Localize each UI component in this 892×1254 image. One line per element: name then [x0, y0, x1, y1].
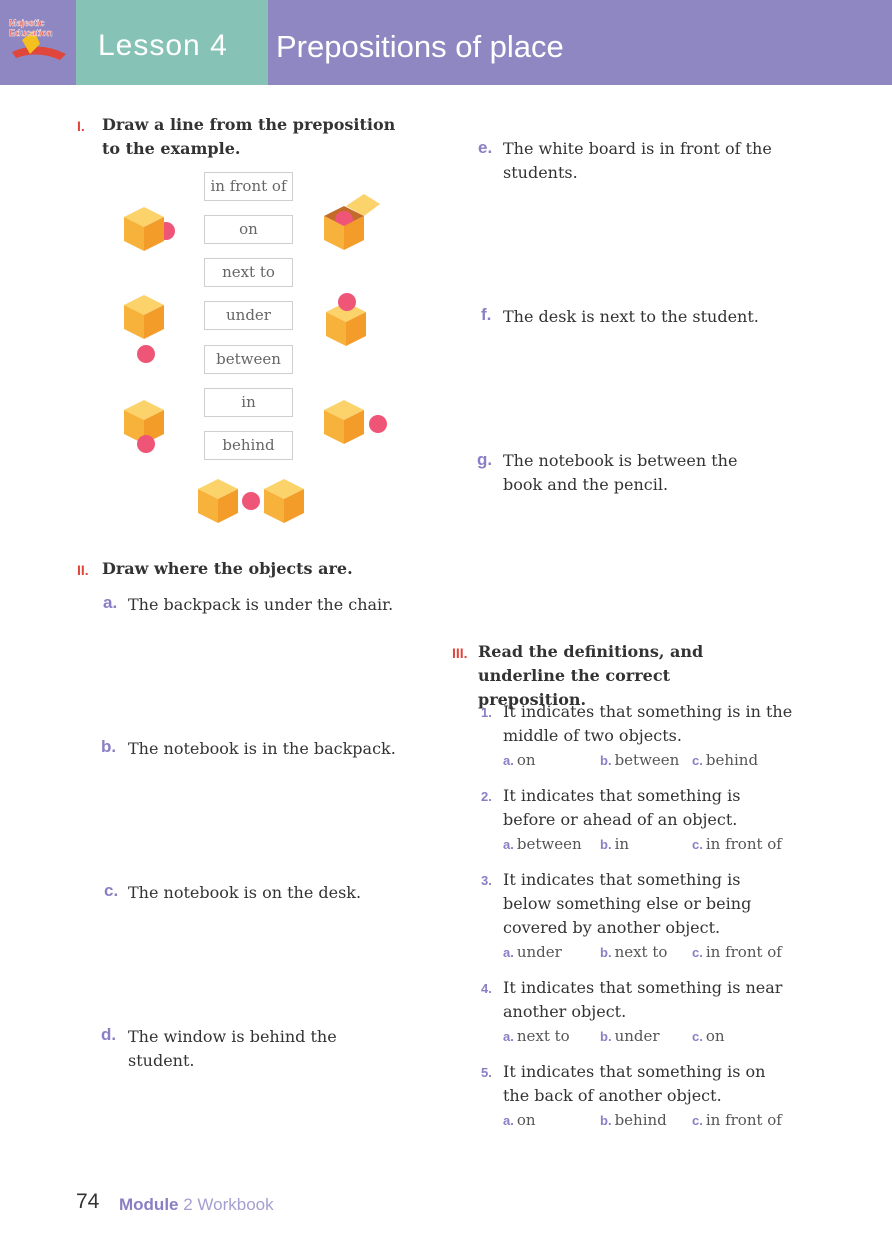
cube-ball-under-illustration [120, 293, 180, 368]
question-2-number: 2. [481, 789, 492, 804]
item-f-letter: f. [481, 305, 492, 324]
module-workbook: 2 Workbook [183, 1195, 274, 1214]
section-2-heading: Draw where the objects are. [102, 559, 353, 578]
question-3-option-c[interactable]: c. in front of [692, 943, 782, 961]
word-box-behind: behind [204, 431, 293, 460]
question-4-option-c[interactable]: c. on [692, 1027, 725, 1045]
lesson-badge [76, 0, 268, 85]
lesson-label: Lesson 4 [98, 29, 228, 62]
item-g-letter: g. [477, 450, 493, 469]
majestic-education-logo [0, 0, 76, 85]
svg-text:Education: Education [9, 28, 53, 38]
cube-ball-on-illustration [322, 290, 382, 350]
question-2-option-a[interactable]: a. between [503, 835, 582, 853]
question-3-text: It indicates that something is below something else or being covered by another object. [503, 870, 752, 937]
question-1-option-c[interactable]: c. behind [692, 751, 759, 769]
question-1-text: It indicates that something is in the middle of two objects. [503, 702, 793, 745]
module-word: Module [119, 1195, 179, 1214]
question-5-option-c[interactable]: c. in front of [692, 1111, 782, 1129]
question-4-option-b[interactable]: b. under [600, 1027, 660, 1045]
cube-ball-in-illustration [320, 190, 386, 256]
cube-ball-between-illustration [194, 477, 309, 527]
word-box-next-to: next to [204, 258, 293, 287]
section-1-numeral: I. [77, 118, 85, 134]
word-box-under: under [204, 301, 293, 330]
page-number: 74 [76, 1190, 100, 1213]
word-box-on: on [204, 215, 293, 244]
item-d-letter: d. [101, 1025, 117, 1044]
page-title: Prepositions of place [276, 29, 564, 64]
word-box-in-front-of: in front of [204, 172, 293, 201]
page-header [0, 0, 892, 85]
item-c-text: The notebook is on the desk. [128, 883, 362, 902]
word-box-between: between [204, 345, 293, 374]
question-2-text: It indicates that something is before or ahead of an object. [503, 786, 741, 829]
item-a-letter: a. [103, 593, 118, 612]
question-1-number: 1. [481, 705, 492, 720]
section-2-numeral: II. [77, 562, 89, 578]
question-5-option-a[interactable]: a. on [503, 1111, 536, 1129]
question-5-text: It indicates that something is on the back of another object. [503, 1062, 766, 1105]
svg-text:Majestic: Majestic [9, 18, 45, 28]
question-2-option-c[interactable]: c. in front of [692, 835, 782, 853]
question-3-option-b[interactable]: b. next to [600, 943, 668, 961]
question-4-number: 4. [481, 981, 492, 996]
cube-ball-in-front-of-illustration [120, 398, 180, 458]
item-a-text: The backpack is under the chair. [128, 595, 394, 614]
question-4-text: It indicates that something is near another object. [503, 978, 783, 1021]
item-g-text: The notebook is between the book and the pencil. [503, 451, 738, 494]
item-b-text: The notebook is in the backpack. [128, 739, 396, 758]
question-1-option-a[interactable]: a. on [503, 751, 536, 769]
question-5-option-b[interactable]: b. behind [600, 1111, 667, 1129]
item-f-text: The desk is next to the student. [503, 307, 759, 326]
question-3-number: 3. [481, 873, 492, 888]
question-5-number: 5. [481, 1065, 492, 1080]
question-4-option-a[interactable]: a. next to [503, 1027, 570, 1045]
item-d-text: The window is behind the student. [128, 1027, 337, 1070]
item-c-letter: c. [104, 881, 119, 900]
section-3-numeral: III. [452, 645, 468, 661]
cube-ball-next-to-illustration [320, 398, 390, 448]
question-2-option-b[interactable]: b. in [600, 835, 630, 853]
section-1-heading: Draw a line from the preposition to the example. [102, 115, 396, 158]
item-e-letter: e. [478, 138, 493, 157]
item-e-text: The white board is in front of the students. [503, 139, 772, 182]
module-label [119, 1195, 274, 1215]
question-1-option-b[interactable]: b. between [600, 751, 680, 769]
cube-ball-behind-illustration [120, 205, 180, 255]
item-b-letter: b. [101, 737, 117, 756]
section-3-heading: Read the definitions, and underline the correct preposition. [478, 642, 704, 709]
question-3-option-a[interactable]: a. under [503, 943, 562, 961]
word-box-in: in [204, 388, 293, 417]
